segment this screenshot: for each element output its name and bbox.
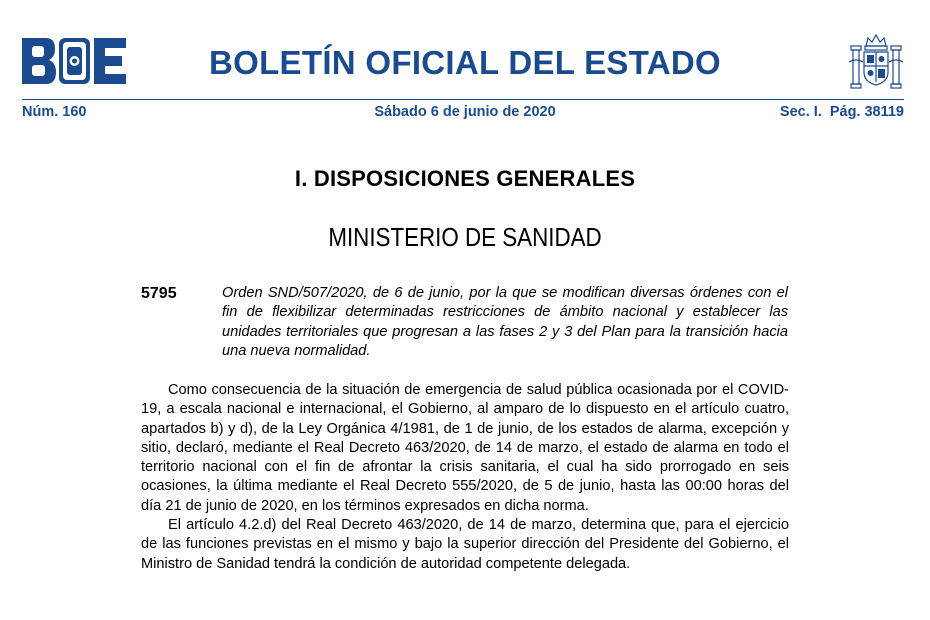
section-label: Sec. I. — [779, 104, 822, 120]
ministry-title: MINISTERIO DE SANIDAD — [328, 222, 602, 252]
section-page — [772, 104, 904, 120]
section-title: I. DISPOSICIONES GENERALES — [294, 166, 636, 191]
header-rule — [22, 99, 904, 100]
body-paragraph: El artículo 4.2.d) del Real Decreto 463/2020, de 14 de marzo, determina que, para el ejercicio de las funciones previstas en el mismo y bajo la superior dirección del Presidente del Gobierno, el Ministro de Sanidad tendrá la condición de autoridad competente delegada. — [141, 517, 789, 572]
issue-date: Sábado 6 de junio de 2020 — [374, 104, 556, 120]
issue-number: Núm. 160 — [22, 104, 87, 120]
masthead-title: BOLETÍN OFICIAL DEL ESTADO — [209, 44, 721, 81]
disposition-number: 5795 — [141, 285, 177, 302]
body-paragraph: Como consecuencia de la situación de emergencia de salud pública ocasionada por el COVID-19, a escala nacional e internacional, el Gobierno, al amparo de lo dispuesto en el artículo cuatro, apartados b) y d), de la Ley Orgánica 4/1981, de 1 de junio, de los estados de alarma, excepción y sitio, declaró, mediante el Real Decreto 463/2020, de 14 de marzo, el estado de alarma en todo el territorio nacional con el fin de afrontar la crisis sanitaria, el cual ha sido prorrogado en seis ocasiones, la última mediante el Real Decreto 555/2020, de 5 de junio, hasta las 00:00 horas del día 21 de junio de 2020, en los términos expresados en dicha norma. — [141, 382, 789, 514]
coat-of-arms-icon — [849, 32, 903, 92]
body-text — [141, 381, 789, 574]
disposition-summary: Orden SND/507/2020, de 6 de junio, por la que se modifican diversas órdenes con el fin de flexibilizar determinadas restricciones de ámbito nacional y establecer las unidades territoriales que progresan a las fases 2 y 3 del Plan para la transición hacia una nueva normalidad. — [222, 285, 788, 359]
page-label: Pág. 38119 — [829, 104, 904, 120]
